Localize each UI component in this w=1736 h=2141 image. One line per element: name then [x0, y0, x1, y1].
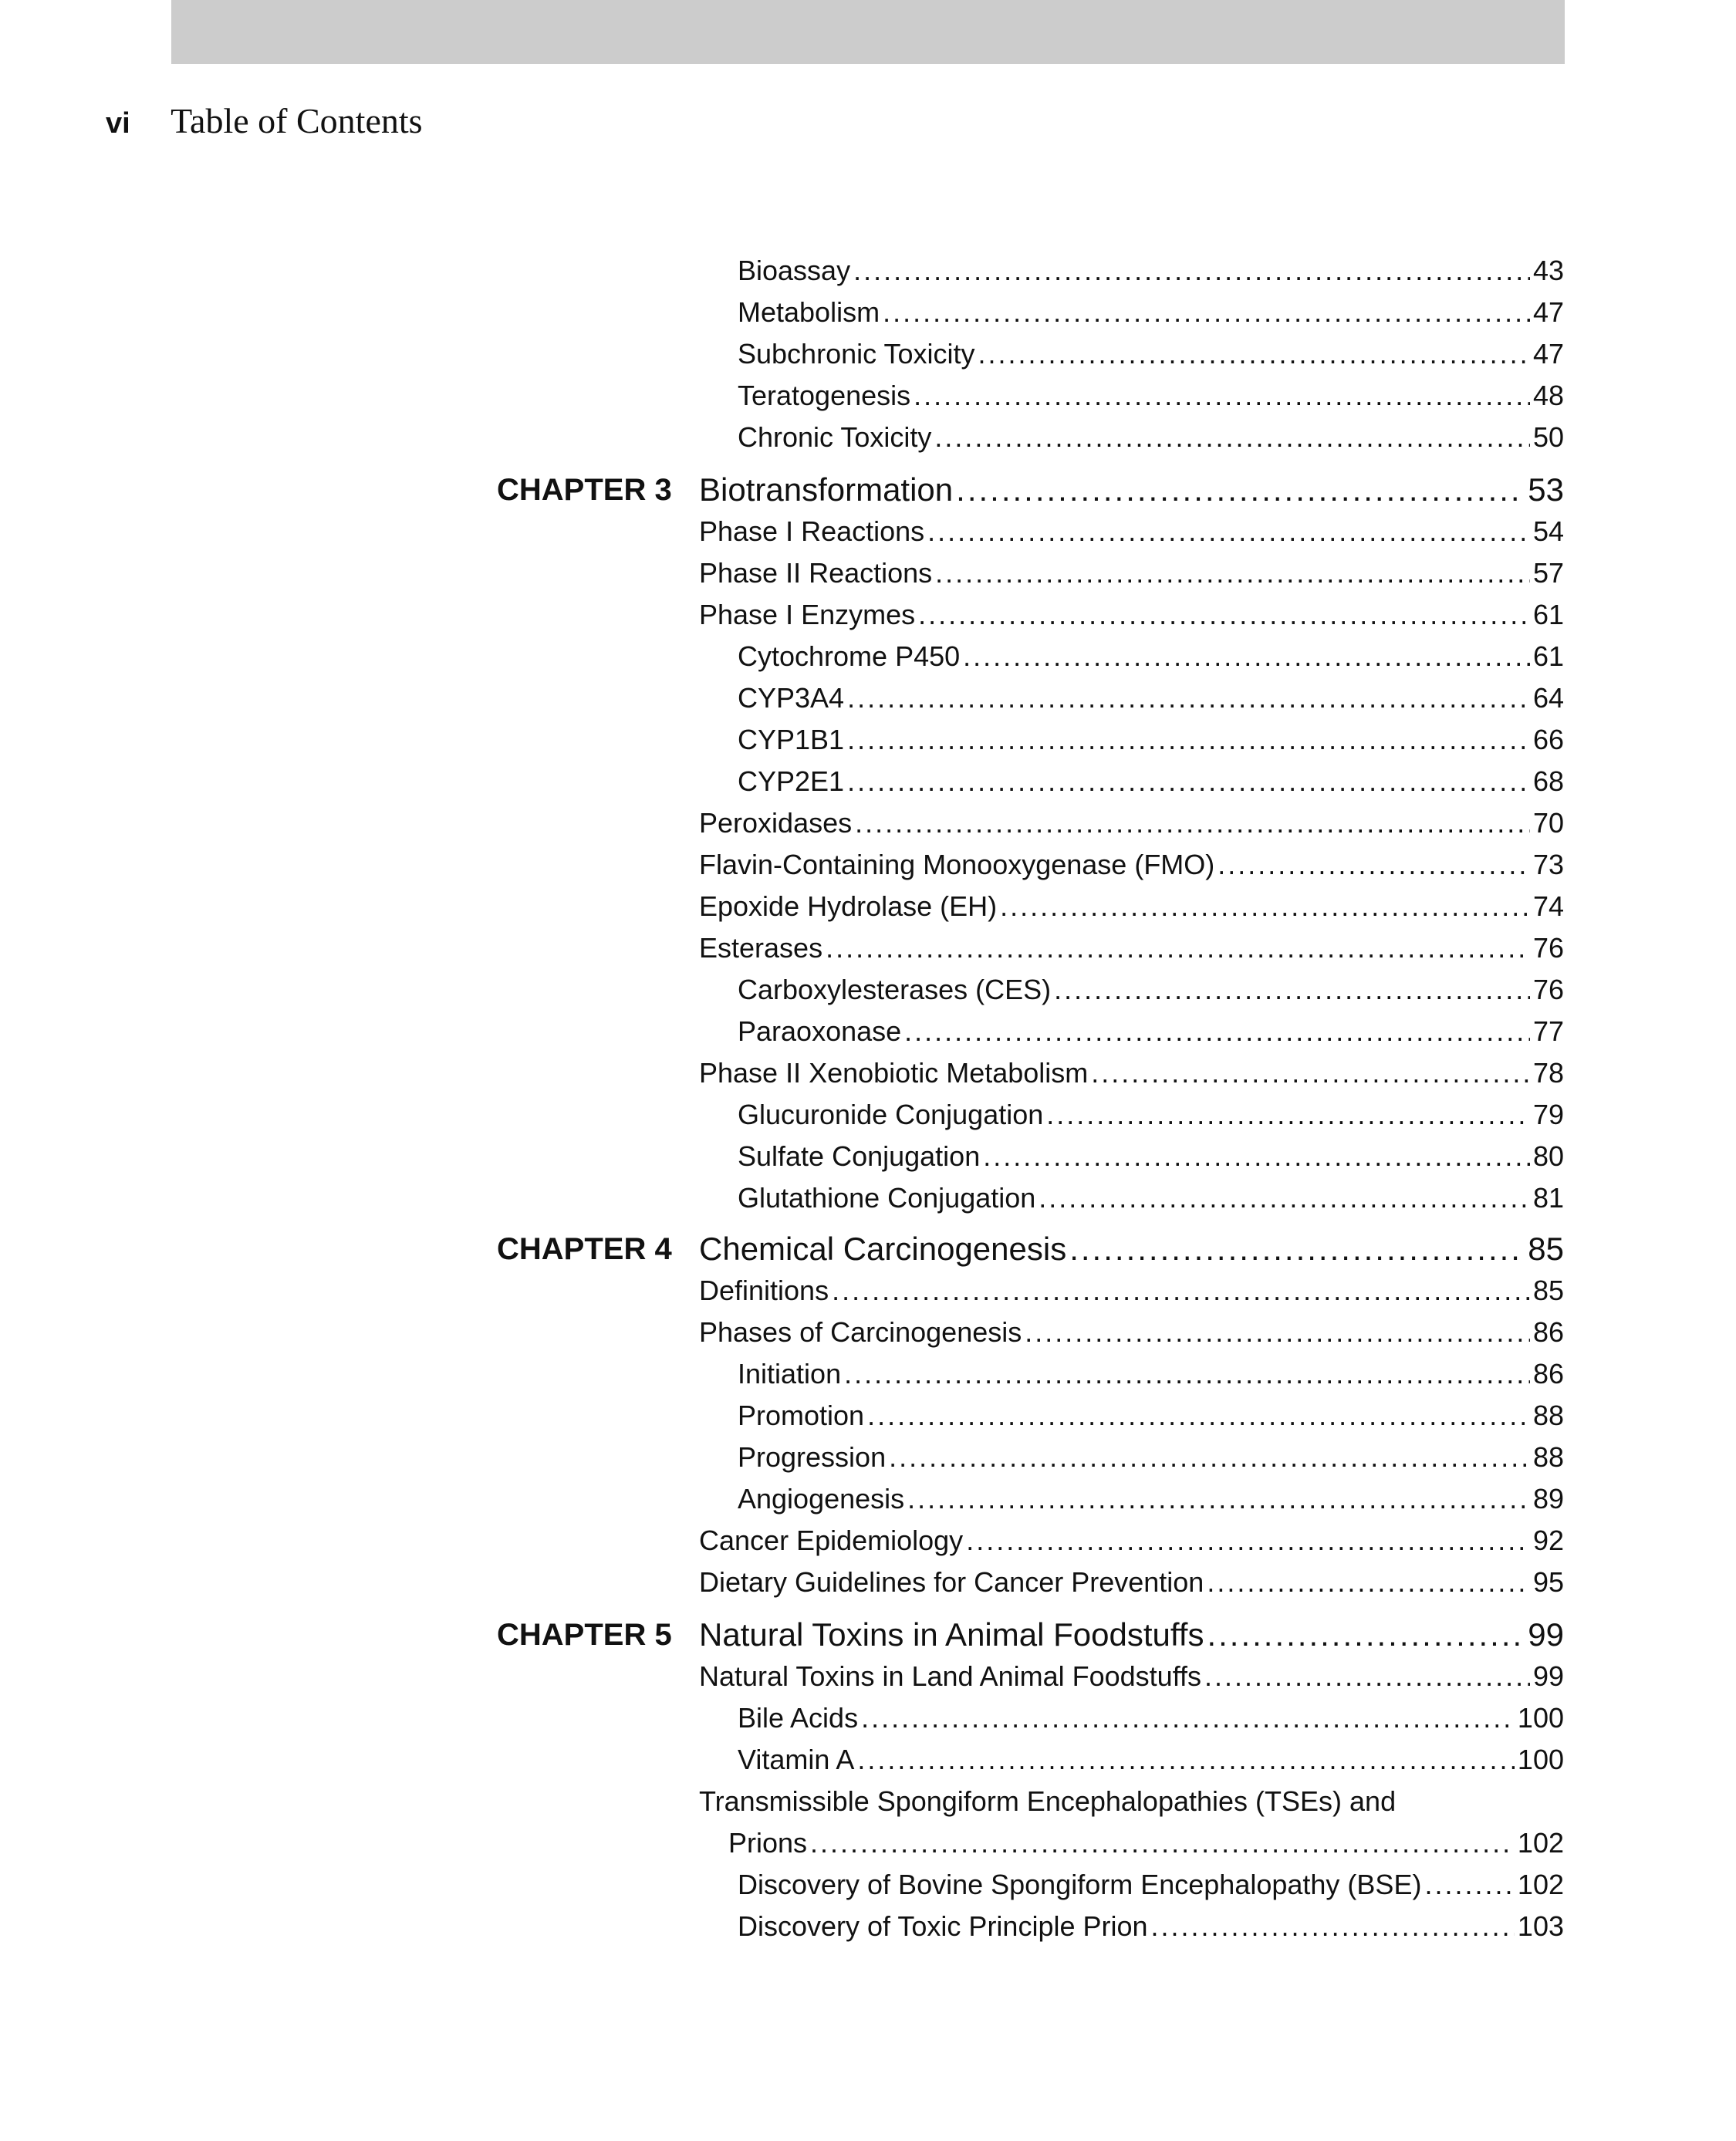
toc-entry-wrapped-line[interactable]: Transmissible Spongiform Encephalopathies (TSEs) and [699, 1785, 1397, 1817]
toc-entry[interactable]: Promotion ..... 88 [738, 1398, 1564, 1434]
toc-entry[interactable]: Angiogenesis ..... 89 [738, 1481, 1564, 1517]
toc-entry[interactable]: Cancer Epidemiology ..... 92 [699, 1523, 1564, 1558]
running-title: Table of Contents [171, 101, 423, 140]
toc-entry[interactable]: Discovery of Toxic Principle Prion ..... 103 [738, 1909, 1564, 1944]
toc-entry[interactable]: Progression ..... 88 [738, 1440, 1564, 1475]
page-number: vi [106, 107, 130, 140]
toc-entry[interactable]: Phases of Carcinogenesis ..... 86 [699, 1315, 1564, 1350]
toc-entry[interactable]: Phase I Enzymes ..... 61 [699, 597, 1564, 633]
chapter-title[interactable]: Natural Toxins in Animal Foodstuffs ..... 99 [699, 1614, 1564, 1656]
toc-entry[interactable]: CYP2E1 ..... 68 [738, 764, 1564, 799]
toc-entry[interactable]: Definitions ..... 85 [699, 1273, 1564, 1309]
toc-entry[interactable]: Cytochrome P450 ..... 61 [738, 639, 1564, 674]
toc-entry[interactable]: CYP1B1 ..... 66 [738, 722, 1564, 758]
toc-entry[interactable]: Chronic Toxicity ..... 50 [738, 420, 1564, 455]
toc-entry[interactable]: Phase II Xenobiotic Metabolism ..... 78 [699, 1055, 1564, 1091]
toc-entry[interactable]: Initiation ..... 86 [738, 1356, 1564, 1392]
toc-entry[interactable]: Glucuronide Conjugation ..... 79 [738, 1097, 1564, 1133]
chapter-title[interactable]: Chemical Carcinogenesis ..... 85 [699, 1228, 1564, 1270]
toc-entry[interactable]: Sulfate Conjugation ..... 80 [738, 1139, 1564, 1174]
toc-entry[interactable]: Paraoxonase ..... 77 [738, 1014, 1564, 1049]
toc-entry[interactable]: Natural Toxins in Land Animal Foodstuffs ..... 99 [699, 1659, 1564, 1694]
toc-entry[interactable]: Prions ..... 102 [728, 1825, 1564, 1861]
toc-entry[interactable]: Dietary Guidelines for Cancer Prevention ..... 95 [699, 1565, 1564, 1600]
toc-entry[interactable]: Vitamin A ..... 100 [738, 1742, 1564, 1778]
toc-entry[interactable]: Peroxidases ..... 70 [699, 805, 1564, 841]
toc-entry[interactable]: Carboxylesterases (CES) ..... 76 [738, 972, 1564, 1008]
chapter-label: CHAPTER 3 [497, 473, 672, 507]
toc-entry[interactable]: Flavin-Containing Monooxygenase (FMO) ..... 73 [699, 847, 1564, 883]
toc-entry[interactable]: Phase I Reactions ..... 54 [699, 514, 1564, 549]
toc-entry[interactable]: Metabolism ..... 47 [738, 295, 1564, 330]
toc-entry[interactable]: Esterases ..... 76 [699, 930, 1564, 966]
chapter-label: CHAPTER 5 [497, 1618, 672, 1652]
chapter-label: CHAPTER 4 [497, 1232, 672, 1266]
toc-entry[interactable]: Bioassay ..... 43 [738, 253, 1564, 289]
chapter-title[interactable]: Biotransformation ..... 53 [699, 469, 1564, 511]
toc-entry[interactable]: Teratogenesis ..... 48 [738, 378, 1564, 414]
toc-entry[interactable]: Epoxide Hydrolase (EH) ..... 74 [699, 889, 1564, 924]
toc-entry[interactable]: Phase II Reactions ..... 57 [699, 556, 1564, 591]
toc-entry[interactable]: Bile Acids ..... 100 [738, 1700, 1564, 1736]
toc-entry[interactable]: Discovery of Bovine Spongiform Encephalopathy (BSE) ..... 102 [738, 1867, 1564, 1903]
toc-entry[interactable]: CYP3A4 ..... 64 [738, 680, 1564, 716]
toc-entry[interactable]: Glutathione Conjugation ..... 81 [738, 1180, 1564, 1216]
toc-entry[interactable]: Subchronic Toxicity ..... 47 [738, 336, 1564, 372]
